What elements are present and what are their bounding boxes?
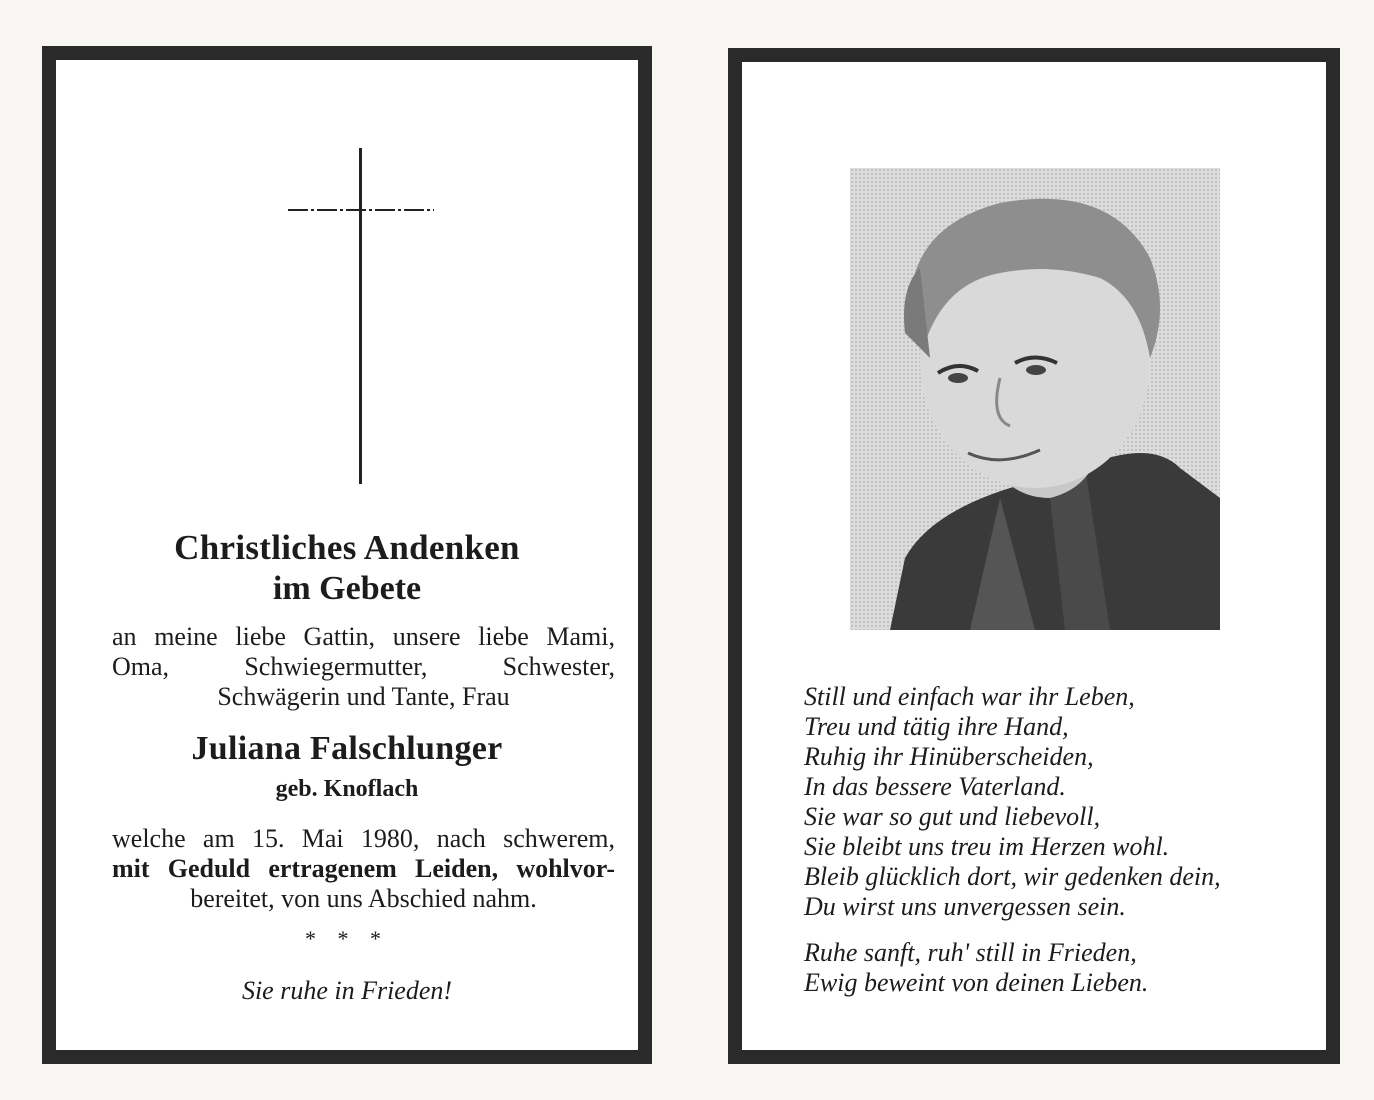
memorial-card-right: [728, 48, 1340, 1064]
closing-verse: [804, 938, 1148, 998]
maiden-name: geb. Knoflach: [275, 776, 419, 802]
poem-line: Du wirst uns unvergessen sein.: [804, 892, 1126, 921]
poem-line: Sie war so gut und liebevoll,: [804, 802, 1101, 831]
portrait-photo: [850, 168, 1220, 630]
closing-line: Ewig beweint von deinen Lieben.: [804, 968, 1149, 997]
poem-line: Sie bleibt uns treu im Herzen wohl.: [804, 832, 1170, 861]
memorial-card-left: [42, 46, 652, 1064]
closing-line: Ruhe sanft, ruh' still in Frieden,: [804, 938, 1137, 967]
heading-line-1: Christliches Andenken: [174, 528, 520, 567]
poem-line: In das bessere Vaterland.: [804, 772, 1066, 801]
dedication-line: an meine liebe Gattin, unsere liebe Mami,: [112, 622, 615, 651]
poem-line: Ruhig ihr Hinüberscheiden,: [804, 742, 1094, 771]
death-notice-line: [112, 854, 615, 884]
death-notice-bold: mit Geduld ertragenem Leiden,: [112, 854, 499, 883]
heading-line-2: im Gebete: [272, 570, 422, 607]
death-notice: [112, 824, 615, 914]
death-notice-bold-rest: wohlvor-: [516, 854, 616, 883]
cross-horizontal-bar: [288, 209, 434, 211]
poem-line: Still und einfach war ihr Leben,: [804, 682, 1135, 711]
farewell-text: Sie ruhe in Frieden!: [241, 976, 453, 1005]
dedication-line: Oma, Schwiegermutter, Schwester,: [112, 652, 615, 681]
portrait-illustration: [850, 168, 1220, 630]
death-notice-line: welche am 15. Mai 1980, nach schwerem,: [112, 824, 615, 853]
poem-line: Treu und tätig ihre Hand,: [804, 712, 1069, 741]
deceased-name: Juliana Falschlunger: [191, 730, 503, 767]
cross-vertical-bar: [359, 148, 362, 484]
dedication-text: [112, 622, 615, 712]
stars-divider: * * *: [305, 926, 389, 951]
dedication-line: Schwägerin und Tante, Frau: [217, 682, 510, 711]
death-notice-line: bereitet, von uns Abschied nahm.: [190, 884, 537, 913]
poem: [804, 682, 1221, 922]
poem-line: Bleib glücklich dort, wir gedenken dein,: [804, 862, 1221, 891]
